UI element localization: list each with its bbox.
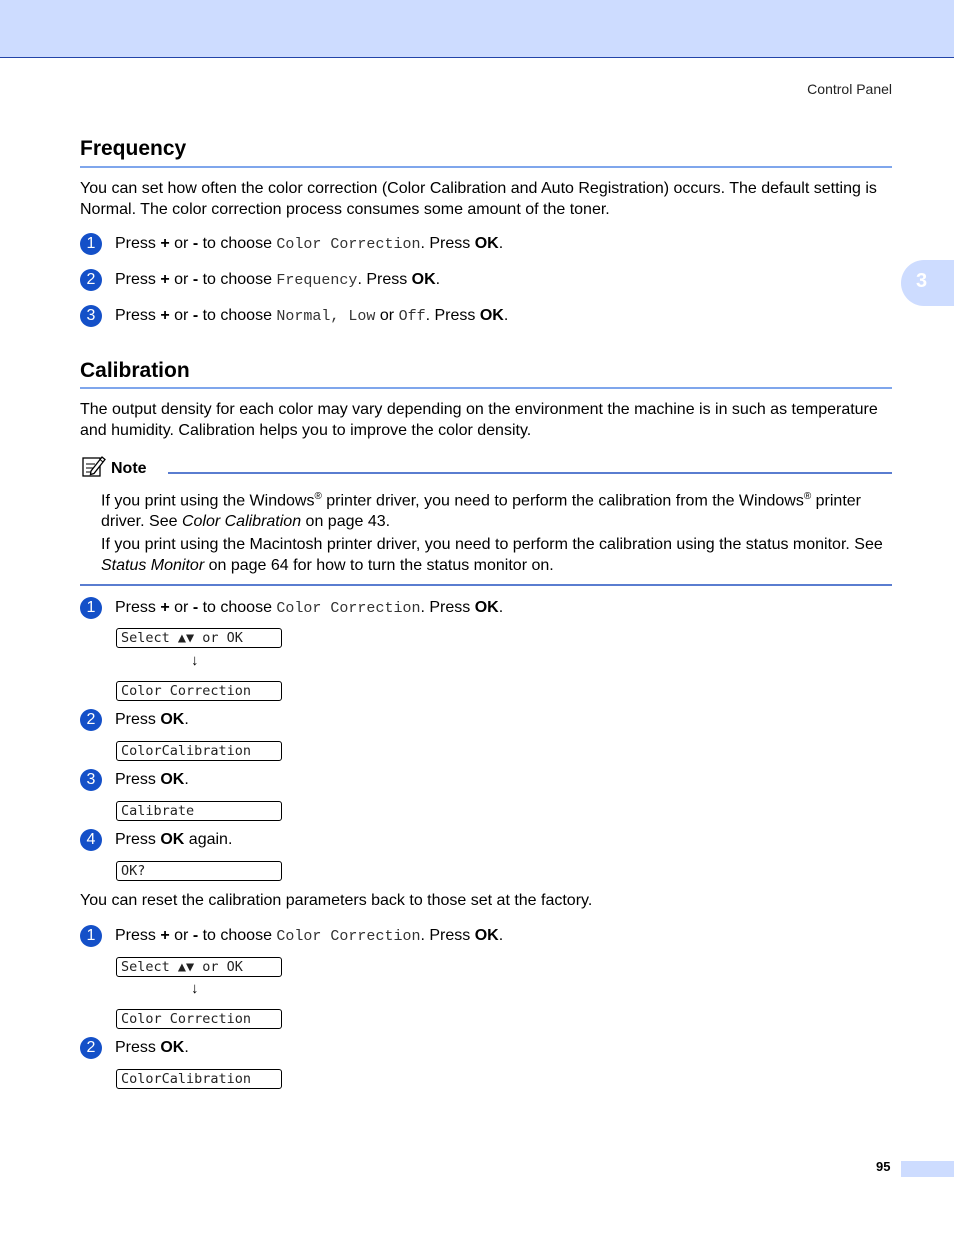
note-label: Note bbox=[111, 460, 147, 477]
step-text: Press OK. bbox=[115, 711, 189, 728]
lcd-display: Select ▲▼ or OK bbox=[116, 628, 282, 648]
header-band bbox=[0, 0, 954, 58]
note-paragraph-2: If you print using the Macintosh printer driver, you need to perform the calibration using the status monitor. See Status Monitor on page 64 for how to turn the status monitor on. bbox=[101, 536, 883, 574]
step-number-icon: 2 bbox=[80, 709, 102, 731]
note-pencil-icon bbox=[82, 455, 106, 477]
lcd-display: Select ▲▼ or OK bbox=[116, 957, 282, 977]
chapter-tab[interactable] bbox=[901, 260, 954, 306]
reset-step-2 bbox=[80, 1037, 892, 1061]
lcd-display: Color Correction bbox=[116, 1009, 282, 1029]
step-text: Press OK. bbox=[115, 1039, 189, 1056]
step-number-icon: 1 bbox=[80, 233, 102, 255]
step-text: Press OK. bbox=[115, 771, 189, 788]
step-number-icon: 1 bbox=[80, 925, 102, 947]
reset-text: You can reset the calibration parameters back to those set at the factory. bbox=[80, 892, 593, 909]
step-number-icon: 3 bbox=[80, 305, 102, 327]
note-paragraph-1: If you print using the Windows® printer driver, you need to perform the calibration from the Windows® printer driver. See Color Calibration on page 43. bbox=[101, 491, 861, 530]
calibration-heading: Calibration bbox=[80, 359, 190, 382]
calibration-step-2 bbox=[80, 709, 892, 733]
lcd-display: Color Correction bbox=[116, 681, 282, 701]
step-text: Press + or - to choose Color Correction. Press OK. bbox=[115, 927, 504, 945]
note-rule bbox=[168, 472, 892, 474]
calibration-intro: The output density for each color may vary depending on the environment the machine is in such as temperature and humidity. Calibration helps you to improve the color density. bbox=[80, 401, 878, 439]
frequency-step-1 bbox=[80, 233, 892, 257]
heading-rule bbox=[80, 387, 892, 389]
reset-step-1 bbox=[80, 925, 892, 949]
calibration-step-1 bbox=[80, 597, 892, 621]
lcd-display: Calibrate bbox=[116, 801, 282, 821]
heading-rule bbox=[80, 166, 892, 168]
down-arrow-icon: ↓ bbox=[191, 652, 199, 669]
step-text: Press + or - to choose Color Correction. Press OK. bbox=[115, 599, 504, 617]
down-arrow-icon: ↓ bbox=[191, 980, 199, 997]
step-text: Press + or - to choose Color Correction. Press OK. bbox=[115, 235, 504, 253]
frequency-step-2 bbox=[80, 269, 892, 293]
step-number-icon: 3 bbox=[80, 769, 102, 791]
step-text: Press OK again. bbox=[115, 831, 233, 848]
calibration-step-4 bbox=[80, 829, 892, 853]
lcd-display: ColorCalibration bbox=[116, 741, 282, 761]
step-number-icon: 2 bbox=[80, 1037, 102, 1059]
step-number-icon: 2 bbox=[80, 269, 102, 291]
frequency-heading: Frequency bbox=[80, 137, 187, 160]
color-calibration-link[interactable]: Color Calibration bbox=[181, 512, 302, 530]
page-tab bbox=[901, 1161, 954, 1177]
step-number-icon: 1 bbox=[80, 597, 102, 619]
frequency-intro: You can set how often the color correction (Color Calibration and Auto Registration) occurs. The default setting is Normal. The color correction process consumes some amount of the toner. bbox=[80, 180, 877, 218]
chapter-number: 3 bbox=[916, 270, 928, 292]
lcd-display: ColorCalibration bbox=[116, 1069, 282, 1089]
step-text: Press + or - to choose Frequency. Press OK. bbox=[115, 271, 441, 289]
step-text: Press + or - to choose Normal, Low or Off. Press OK. bbox=[115, 307, 509, 325]
page-number: 95 bbox=[876, 1159, 891, 1174]
status-monitor-link[interactable]: Status Monitor bbox=[101, 556, 205, 574]
calibration-step-3 bbox=[80, 769, 892, 793]
frequency-step-3 bbox=[80, 305, 892, 329]
note-end-rule bbox=[80, 584, 892, 586]
lcd-display: OK? bbox=[116, 861, 282, 881]
section-title: Control Panel bbox=[807, 81, 892, 97]
step-number-icon: 4 bbox=[80, 829, 102, 851]
